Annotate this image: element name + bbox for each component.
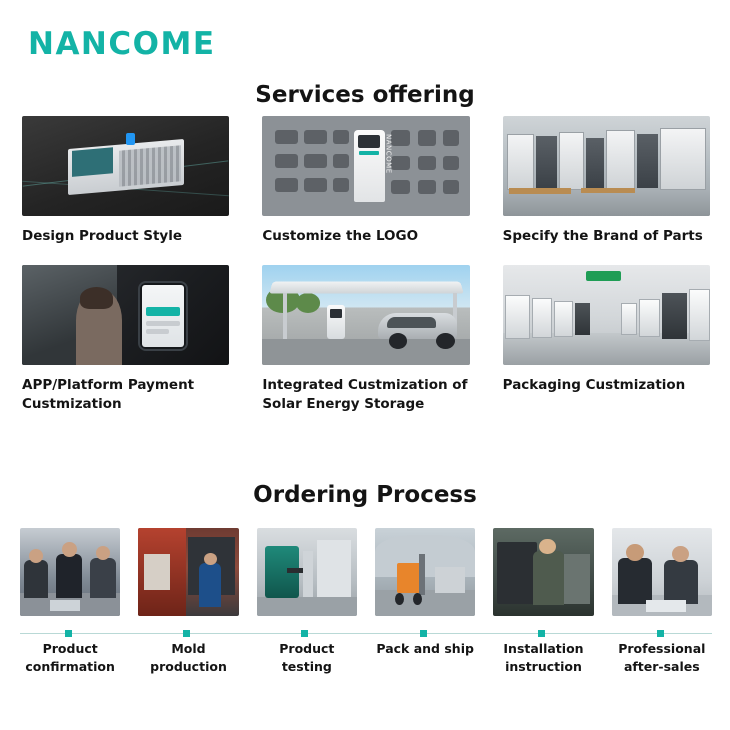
process-timeline-dot — [183, 630, 190, 637]
process-timeline-dot — [538, 630, 545, 637]
design-product-style-image — [22, 116, 229, 216]
process-step-product-confirmation[interactable] — [20, 528, 120, 676]
process-label: Pack and ship — [376, 641, 474, 656]
services-section-title: Services offering — [255, 82, 475, 108]
pack-and-ship-image — [375, 528, 475, 616]
services-grid — [22, 116, 710, 415]
service-label: Customize the LOGO — [262, 228, 419, 244]
service-label: Integrated Custmization of Solar Energy Storage — [262, 376, 468, 413]
service-label: APP/Platform Payment Custmization — [22, 376, 195, 413]
process-label: Installation instruction — [503, 641, 584, 675]
product-confirmation-image — [20, 528, 120, 616]
process-step-product-testing[interactable] — [257, 528, 357, 676]
packaging-customization-image — [503, 265, 710, 365]
product-testing-image — [257, 528, 357, 616]
process-timeline-dot — [657, 630, 664, 637]
specify-brand-of-parts-image — [503, 116, 710, 216]
process-timeline-dot — [301, 630, 308, 637]
process-label: Professional after-sales — [618, 641, 706, 675]
service-label: Design Product Style — [22, 228, 183, 244]
professional-after-sales-image — [612, 528, 712, 616]
process-step-mold-production[interactable] — [138, 528, 238, 676]
service-card-app-platform-payment[interactable] — [22, 265, 229, 415]
process-timeline-dot — [420, 630, 427, 637]
service-label: Packaging Custmization — [502, 376, 686, 393]
process-label: Product confirmation — [25, 641, 115, 675]
service-label: Specify the Brand of Parts — [502, 228, 703, 244]
process-timeline-dot — [65, 630, 72, 637]
charger-logo-text: NANCOME — [384, 134, 393, 174]
process-grid — [20, 528, 712, 676]
service-card-customize-the-logo[interactable] — [262, 116, 469, 247]
mold-production-image — [138, 528, 238, 616]
brand-logo: NANCOME — [28, 26, 216, 62]
process-step-installation-instruction[interactable] — [493, 528, 593, 676]
process-label: Mold production — [150, 641, 227, 675]
service-card-solar-energy-storage[interactable] — [262, 265, 469, 415]
process-step-pack-and-ship[interactable] — [375, 528, 475, 676]
app-payment-image — [22, 265, 229, 365]
process-step-professional-after-sales[interactable] — [612, 528, 712, 676]
service-card-packaging-customization[interactable] — [503, 265, 710, 415]
ordering-section-title: Ordering Process — [253, 482, 477, 508]
installation-instruction-image — [493, 528, 593, 616]
service-card-specify-the-brand-of-parts[interactable] — [503, 116, 710, 247]
customize-logo-image — [262, 116, 469, 216]
service-card-design-product-style[interactable] — [22, 116, 229, 247]
process-timeline-line — [20, 633, 712, 634]
process-label: Product testing — [279, 641, 335, 675]
solar-energy-storage-image — [262, 265, 469, 365]
